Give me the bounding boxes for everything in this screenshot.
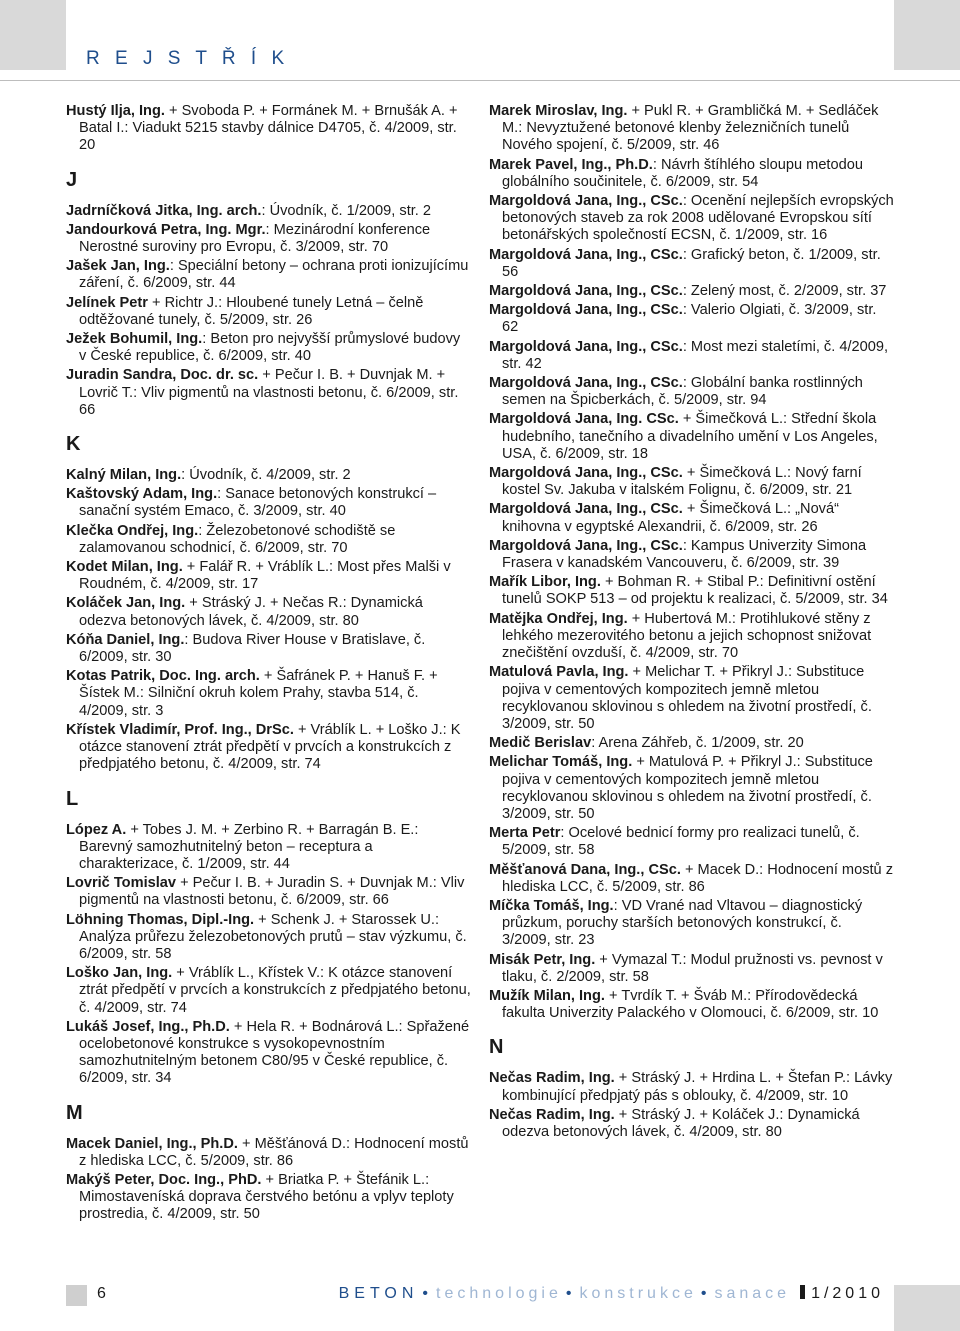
entry-details: : Speciální betony – ochrana proti ionizujícímu záření, č. 6/2009, str. 44 bbox=[79, 258, 469, 292]
entry-author: López A. bbox=[66, 821, 127, 838]
entry-details: : Úvodník, č. 1/2009, str. 2 bbox=[261, 202, 432, 219]
entry-author: Juradin Sandra, Doc. dr. sc. bbox=[66, 367, 259, 384]
entry-author: Ježek Bohumil, Ing. bbox=[66, 331, 203, 348]
entry-author: Lovrič Tomislav bbox=[66, 875, 177, 892]
entry-author: Jelínek Petr bbox=[66, 294, 148, 311]
index-entry bbox=[489, 825, 894, 859]
index-entry bbox=[489, 1107, 894, 1141]
entry-details: + Briatka P. + Štefánik L.: Mimostaveníská doprava čerstvého betónu a vplyv teploty prostredia, č. 4/2009, str. 50 bbox=[79, 1171, 454, 1223]
entry-author: Margoldová Jana, Ing., CSc. bbox=[489, 465, 683, 482]
entry-author: Marek Miroslav, Ing. bbox=[489, 103, 628, 119]
entry-details: + Měšťánová D.: Hodnocení mostů z hlediska LCC, č. 5/2009, str. 86 bbox=[79, 1135, 469, 1169]
entry-details: : Úvodník, č. 4/2009, str. 2 bbox=[181, 467, 351, 484]
index-entry bbox=[489, 988, 894, 1022]
entry-author: Marek Pavel, Ing., Ph.D. bbox=[489, 156, 653, 173]
entry-details: : Valerio Olgiati, č. 3/2009, str. 62 bbox=[502, 302, 877, 336]
entry-author: Kaštovský Adam, Ing. bbox=[66, 486, 218, 503]
footer-square-right bbox=[894, 1285, 960, 1331]
entry-author: Jandourková Petra, Ing. Mgr. bbox=[66, 221, 266, 238]
entry-details: + Pečur I. B. + Duvnjak M. + Lovrič T.: Vliv pigmentů na vlastnosti betonu, č. 6/2009, str. 66 bbox=[79, 367, 459, 418]
entry-details: + Vráblík L., Křístek V.: K otázce stanovení ztrát předpětí v prvcích a konstrukcích z předpjatého betonu, č. 4/2009, str. 74 bbox=[79, 965, 471, 1016]
index-entry bbox=[489, 465, 894, 499]
entry-author: Mařík Libor, Ing. bbox=[489, 574, 601, 591]
entry-author: Medič Berislav bbox=[489, 735, 592, 752]
index-entry bbox=[489, 411, 894, 463]
entry-details: : Grafický beton, č. 1/2009, str. 56 bbox=[502, 246, 881, 280]
entry-details: : Návrh štíhlého sloupu metodou globálního součinitele, č. 6/2009, str. 54 bbox=[502, 156, 863, 190]
page-number: 6 bbox=[97, 1285, 106, 1302]
index-entry bbox=[66, 722, 471, 774]
bullet-icon: • bbox=[565, 1285, 576, 1302]
index-entry bbox=[66, 486, 471, 520]
index-entry bbox=[489, 664, 894, 733]
index-entry bbox=[489, 898, 894, 950]
entry-author: Kalný Milan, Ing. bbox=[66, 467, 182, 484]
footer-tag-technologie: technologie bbox=[436, 1285, 562, 1302]
footer-issue: 1/2010 bbox=[811, 1285, 884, 1302]
entry-author: Margoldová Jana, Ing. CSc. bbox=[489, 411, 679, 428]
entry-details: : Zelený most, č. 2/2009, str. 37 bbox=[682, 283, 887, 300]
index-entry bbox=[489, 754, 894, 823]
entry-details: + Pukl R. + Grambličká M. + Sedláček M.: Nevyztužené betonové klenby železničních tunelů Nového spojení, č. 5/2009, str. 46 bbox=[502, 103, 879, 154]
entry-details: + Stráský J. + Nečas R.: Dynamická odezva betonových lávek, č. 4/2009, str. 80 bbox=[79, 595, 423, 629]
entry-details: : Mezinárodní konference Nerostné suroviny pro Evropu, č. 3/2009, str. 70 bbox=[79, 221, 431, 256]
entry-author: Koláček Jan, Ing. bbox=[66, 595, 186, 612]
index-entry bbox=[489, 283, 894, 300]
index-entry bbox=[66, 1136, 471, 1170]
entry-author: Melichar Tomáš, Ing. bbox=[489, 754, 633, 771]
entry-details: + Šimečková L.: Nový farní kostel Sv. Jakuba v italském Folignu, č. 6/2009, str. 21 bbox=[502, 465, 862, 499]
entry-details: : Budova River House v Bratislave, č. 6/2009, str. 30 bbox=[79, 631, 426, 666]
entry-details: : Beton pro nejvyšší průmyslové budovy v České republice, č. 6/2009, str. 40 bbox=[79, 331, 461, 365]
entry-author: Margoldová Jana, Ing., CSc. bbox=[489, 338, 683, 355]
index-entry bbox=[489, 862, 894, 896]
entry-details: : Kampus Univerzity Simona Frasera v kanadském Vancouveru, č. 6/2009, str. 39 bbox=[502, 537, 867, 572]
entry-details: + Hela R. + Bodnárová L.: Spřažené ocelobetonové konstrukce s vysokopevnostním samozhutnitelným betonem C80/95 v České republice, č. 6/2009, str. 34 bbox=[79, 1018, 470, 1087]
index-entry bbox=[66, 632, 471, 666]
entry-details: + Pečur I. B. + Juradin S. + Duvnjak M.: Vliv pigmentů na vlastnosti betonu, č. 6/2009, str. 66 bbox=[79, 875, 465, 909]
index-entry bbox=[66, 559, 471, 593]
entry-author: Kodet Milan, Ing. bbox=[66, 559, 183, 576]
entry-author: Margoldová Jana, Ing., CSc. bbox=[489, 193, 683, 210]
entry-details: + Falář R. + Vráblík L.: Most přes Malši v Roudném, č. 4/2009, str. 17 bbox=[79, 559, 451, 593]
entry-author: Margoldová Jana, Ing., CSc. bbox=[489, 283, 683, 300]
entry-author: Kóňa Daniel, Ing. bbox=[66, 631, 185, 648]
entry-details: : VD Vrané nad Vltavou – diagnostický průzkum, poruchy starších betonových konstrukcí, č. 3/2009, str. 23 bbox=[502, 897, 863, 949]
entry-author: Jašek Jan, Ing. bbox=[66, 258, 170, 275]
entry-details: + Šimečková L.: Střední škola hudebního, tanečního a divadelního umění v Los Angeles, USA, č. 6/2009, str. 18 bbox=[502, 411, 878, 462]
index-entry bbox=[66, 295, 471, 329]
index-entry bbox=[66, 822, 471, 874]
index-entry bbox=[489, 157, 894, 191]
entry-details: : Sanace betonových konstrukcí – sanační systém Emaco, č. 3/2009, str. 40 bbox=[79, 486, 437, 520]
index-entry bbox=[489, 1070, 894, 1104]
entry-details: + Vymazal T.: Modul pružnosti vs. pevnost v tlaku, č. 2/2009, str. 58 bbox=[502, 951, 883, 985]
entry-details: + Šafránek P. + Hanuš F. + Šístek M.: Silniční okruh kolem Prahy, stavba 514, č. 4/2009, str. 3 bbox=[79, 668, 438, 719]
index-column-left bbox=[66, 103, 471, 1226]
index-entry bbox=[489, 501, 894, 535]
entry-details: + Stráský J. + Koláček J.: Dynamická odezva betonových lávek, č. 4/2009, str. 80 bbox=[502, 1106, 860, 1140]
index-entry bbox=[66, 595, 471, 629]
index-entry bbox=[489, 611, 894, 663]
index-entry bbox=[66, 875, 471, 909]
footer-brand: BETON bbox=[338, 1285, 419, 1302]
index-entry bbox=[66, 1172, 471, 1224]
index-entry bbox=[66, 258, 471, 292]
entry-author: Merta Petr bbox=[489, 825, 561, 842]
entry-author: Margoldová Jana, Ing., CSc. bbox=[489, 501, 683, 518]
entry-author: Křístek Vladimír, Prof. Ing., DrSc. bbox=[66, 721, 294, 738]
entry-author: Margoldová Jana, Ing., CSc. bbox=[489, 302, 683, 319]
index-entry bbox=[489, 574, 894, 608]
header-corner-block-right bbox=[894, 0, 960, 70]
index-entry bbox=[66, 367, 471, 419]
entry-author: Macek Daniel, Ing., Ph.D. bbox=[66, 1135, 238, 1152]
footer-masthead bbox=[339, 1285, 884, 1303]
section-title: R E J S T Ř Í K bbox=[86, 48, 290, 69]
entry-author: Mužík Milan, Ing. bbox=[489, 987, 605, 1004]
entry-author: Hustý Ilja, Ing. bbox=[66, 103, 165, 119]
entry-details: : Železobetonové schodiště se zalamovanou schodnicí, č. 6/2009, str. 70 bbox=[79, 522, 396, 556]
entry-author: Lukáš Josef, Ing., Ph.D. bbox=[66, 1018, 230, 1035]
entry-author: Margoldová Jana, Ing., CSc. bbox=[489, 246, 683, 263]
entry-author: Nečas Radim, Ing. bbox=[489, 1106, 615, 1123]
entry-details: + Tobes J. M. + Zerbino R. + Barragán B. E.: Barevný samozhutnitelný beton – receptura a charakterizace, č. 1/2009, str. 44 bbox=[79, 821, 419, 872]
entry-details: + Richtr J.: Hloubené tunely Letná – čelně odtěžované tunely, č. 5/2009, str. 26 bbox=[79, 294, 424, 328]
header-rule bbox=[0, 80, 960, 81]
index-entry bbox=[66, 222, 471, 256]
entry-author: Jadrníčková Jitka, Ing. arch. bbox=[66, 202, 262, 219]
entry-author: Matějka Ondřej, Ing. bbox=[489, 610, 628, 627]
footer-tag-konstrukce: konstrukce bbox=[579, 1285, 697, 1302]
entry-details: + Šimečková L.: „Nová“ knihovna v egyptské Alexandrii, č. 6/2009, str. 26 bbox=[502, 501, 839, 535]
entry-details: + Macek D.: Hodnocení mostů z hlediska LCC, č. 5/2009, str. 86 bbox=[502, 861, 894, 895]
entry-details: + Vráblík L. + Loško J.: K otázce stanovení ztrát předpětí v prvcích a konstrukcích z předpjatého betonu, č. 4/2009, str. 74 bbox=[79, 721, 461, 773]
entry-author: Kotas Patrik, Doc. Ing. arch. bbox=[66, 668, 260, 685]
footer-tag-sanace: sanace bbox=[714, 1285, 791, 1302]
index-entry bbox=[66, 1019, 471, 1088]
index-entry bbox=[66, 467, 471, 484]
index-entry bbox=[66, 965, 471, 1017]
index-entry bbox=[489, 375, 894, 409]
footer-square-left bbox=[66, 1285, 87, 1306]
entry-author: Margoldová Jana, Ing., CSc. bbox=[489, 537, 683, 554]
entry-details: + Schenk J. + Starossek U.: Analýza průřezu železobetonových prutů – stav výzkumu, č. 6/2009, str. 58 bbox=[79, 911, 467, 962]
index-entry bbox=[66, 912, 471, 964]
letter-heading: L bbox=[66, 787, 79, 810]
letter-heading: N bbox=[489, 1036, 504, 1059]
index-entry bbox=[489, 339, 894, 373]
entry-details: : Globální banka rostlinných semen na Špicberkách, č. 5/2009, str. 94 bbox=[502, 375, 863, 409]
page-footer bbox=[0, 1271, 960, 1331]
index-entry bbox=[489, 247, 894, 281]
entry-author: Löhning Thomas, Dipl.-Ing. bbox=[66, 911, 255, 928]
entry-details: + Matulová P. + Přikryl J.: Substituce pojiva v cementových kompozitech jemně mletou recyklovanou sklovinou s ohledem na životní prostředí, č. 3/2009, str. 50 bbox=[502, 754, 873, 822]
index-column-right bbox=[489, 103, 894, 1143]
entry-details: + Hubertová M.: Protihlukové stěny z lehkého mezerovitého betonu a jejich schopnost snižovat znečištění ovzduší, č. 4/2009, str. 70 bbox=[502, 610, 872, 662]
entry-author: Míčka Tomáš, Ing. bbox=[489, 897, 614, 914]
index-entry bbox=[489, 538, 894, 572]
bullet-icon: • bbox=[422, 1285, 433, 1302]
index-entry bbox=[66, 103, 471, 155]
index-entry bbox=[489, 103, 894, 155]
index-entry bbox=[66, 203, 471, 220]
entry-details: + Svoboda P. + Formánek M. + Brnušák A. + Batal I.: Viadukt 5215 stavby dálnice D4705, č. 4/2009, str. 20 bbox=[79, 103, 458, 154]
entry-details: : Arena Záhřeb, č. 1/2009, str. 20 bbox=[591, 735, 804, 752]
entry-author: Klečka Ondřej, Ing. bbox=[66, 522, 199, 539]
bullet-icon: • bbox=[700, 1285, 711, 1302]
entry-author: Makýš Peter, Doc. Ing., PhD. bbox=[66, 1171, 262, 1188]
entry-author: Margoldová Jana, Ing., CSc. bbox=[489, 375, 683, 392]
entry-author: Loško Jan, Ing. bbox=[66, 965, 173, 982]
entry-details: : Ocelové bednicí formy pro realizaci tunelů, č. 5/2009, str. 58 bbox=[502, 825, 860, 859]
entry-details: + Bohman R. + Stibal P.: Definitivní ostění tunelů SOKP 513 – od projektu k realizaci, č. 5/2009, str. 34 bbox=[502, 574, 888, 608]
index-entry bbox=[66, 523, 471, 557]
entry-author: Matulová Pavla, Ing. bbox=[489, 664, 629, 681]
header-corner-block-left bbox=[0, 0, 66, 70]
index-entry bbox=[66, 668, 471, 720]
index-entry bbox=[489, 952, 894, 986]
entry-details: + Stráský J. + Hrdina L. + Štefan P.: Lávky kombinující předpjatý pás s oblouky, č. 4/2009, str. 10 bbox=[502, 1070, 893, 1104]
entry-author: Měšťanová Dana, Ing., CSc. bbox=[489, 861, 681, 878]
letter-heading: M bbox=[66, 1101, 83, 1124]
entry-details: : Ocenění nejlepších evropských betonových staveb za rok 2008 udělované Evropskou sítí betonářských společností ECSN, č. 1/2009, str. 16 bbox=[502, 193, 894, 244]
index-entry bbox=[66, 331, 471, 365]
entry-author: Misák Petr, Ing. bbox=[489, 951, 596, 968]
entry-details: : Most mezi staletími, č. 4/2009, str. 42 bbox=[502, 338, 889, 372]
index-entry bbox=[489, 302, 894, 336]
entry-details: + Tvrdík T. + Šváb M.: Přírodovědecká fakulta Univerzity Palackého v Olomouci, č. 6/2009, str. 10 bbox=[502, 987, 879, 1022]
entry-details: + Melichar T. + Přikryl J.: Substituce pojiva v cementových kompozitech jemně mletou recyklovanou sklovinou s ohledem na životní prostředí, č. 3/2009, str. 50 bbox=[502, 664, 872, 732]
letter-heading: J bbox=[66, 168, 78, 191]
index-entry bbox=[489, 193, 894, 245]
index-entry bbox=[489, 735, 894, 752]
separator-bar-icon bbox=[800, 1285, 805, 1299]
letter-heading: K bbox=[66, 433, 81, 456]
entry-author: Nečas Radim, Ing. bbox=[489, 1070, 615, 1087]
